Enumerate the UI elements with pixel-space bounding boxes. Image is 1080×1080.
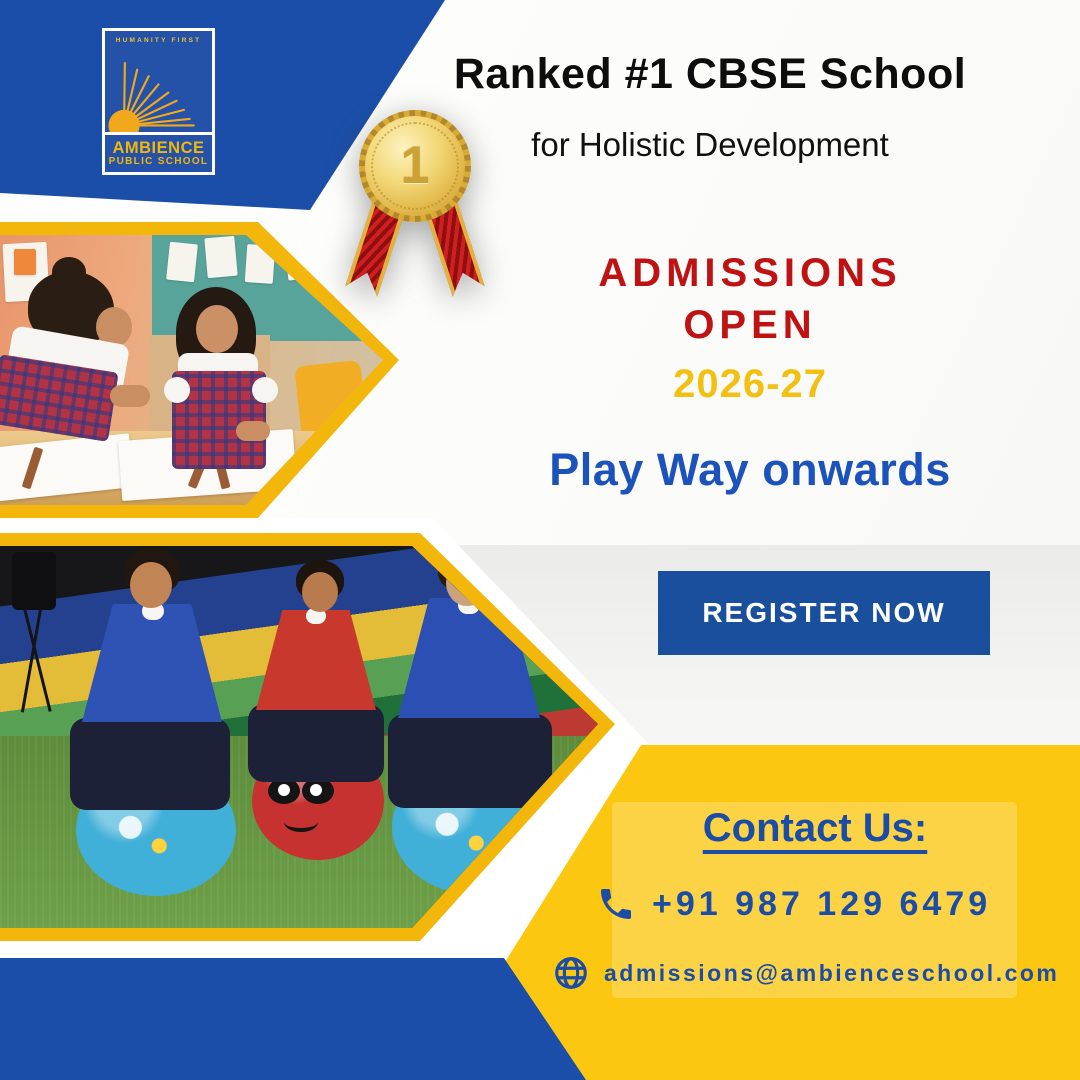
photo-detail-child [196, 305, 238, 353]
phone-number: +91 987 129 6479 [652, 884, 992, 923]
photo-detail-child [52, 257, 86, 287]
photo-detail-paper [166, 242, 198, 283]
photo-detail-paper [14, 249, 36, 275]
contact-heading: Contact Us: [702, 806, 928, 850]
medal-coin-face [371, 122, 459, 210]
admissions-line2: OPEN [683, 303, 817, 347]
photo-detail-child [248, 704, 384, 782]
phone-link[interactable] [596, 884, 991, 924]
first-place-medal-icon [356, 110, 474, 280]
photo-detail-hopper-ball [310, 784, 322, 796]
admissions-line1: ADMISSIONS [598, 251, 902, 295]
logo-emblem [105, 31, 212, 132]
photo-detail-child [236, 421, 270, 441]
photo-detail-hopper-ball [284, 812, 318, 832]
photo-detail-child [130, 562, 172, 608]
email-address: admissions@ambienceschool.com [604, 959, 1060, 986]
grade-range: Play Way onwards [549, 444, 951, 495]
photo-detail-child [388, 714, 552, 808]
headline: Ranked #1 CBSE School [453, 50, 967, 98]
photo-detail-speaker [12, 552, 56, 610]
photo-detail-paper [204, 236, 237, 278]
logo-nameplate [105, 135, 212, 172]
logo-school-name: AMBIENCE [112, 138, 205, 157]
admissions-heading [495, 247, 1005, 351]
subheadline: for Holistic Development [531, 126, 889, 163]
medal-rank: 1 [400, 137, 430, 195]
logo-sunburst-icon [105, 50, 212, 132]
globe-icon [552, 954, 590, 992]
logo-school-type: PUBLIC SCHOOL [108, 155, 209, 167]
medal-coin [365, 116, 465, 216]
photo-detail-child [302, 572, 338, 612]
register-now-button[interactable]: REGISTER NOW [658, 571, 990, 655]
session-year: 2026-27 [673, 362, 827, 406]
school-logo [102, 28, 215, 175]
photo-detail-child [70, 718, 230, 810]
photo-detail-hopper-ball [278, 784, 290, 796]
photo-detail-child [252, 377, 278, 403]
photo-detail-child [164, 377, 190, 403]
classroom-photo [0, 235, 383, 505]
logo-tagline: HUMANITY FIRST [115, 37, 202, 44]
email-link[interactable] [552, 954, 1059, 992]
photo-detail-paper [320, 248, 349, 286]
photo-detail-child [110, 385, 150, 407]
phone-icon [596, 884, 636, 924]
